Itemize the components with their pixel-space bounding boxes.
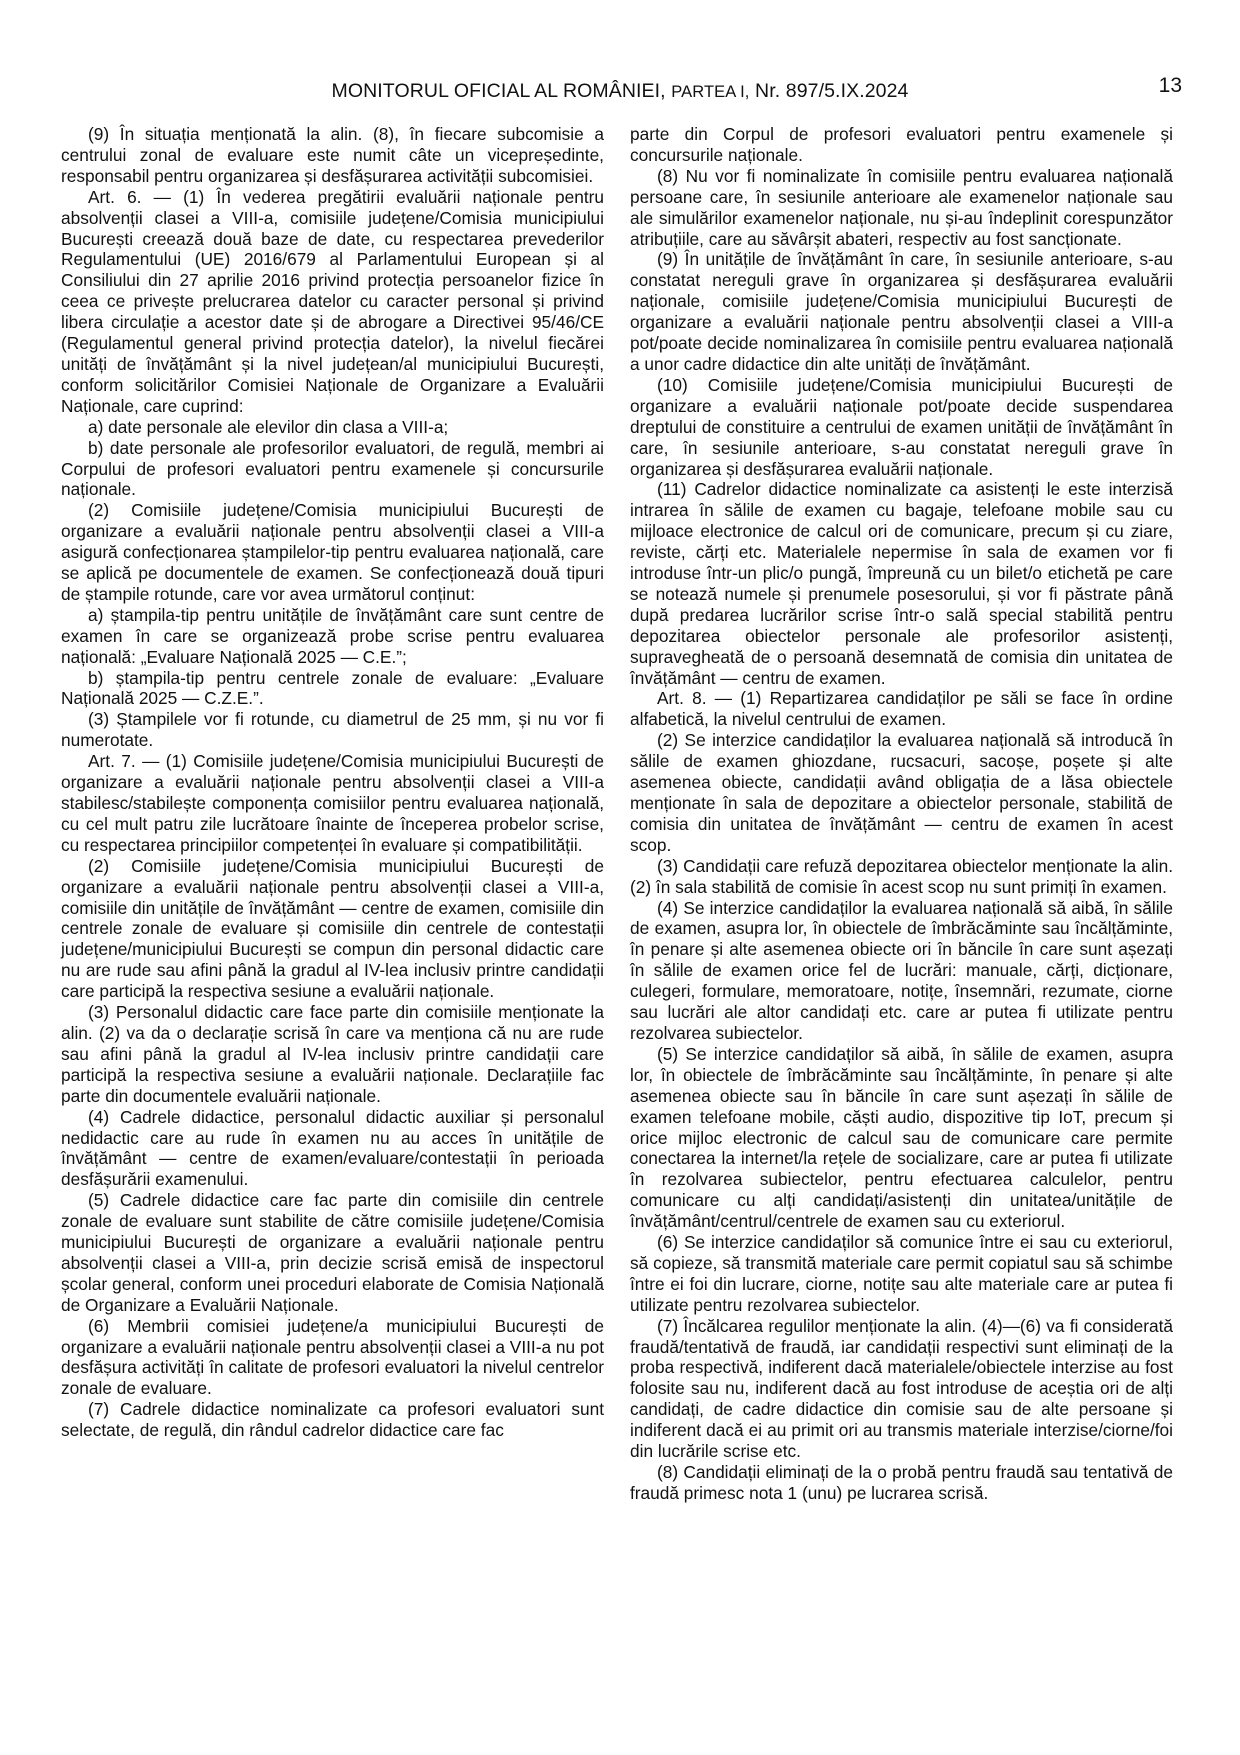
- paragraph: (3) Candidații care refuză depozitarea obiectelor menționate la alin. (2) în sala stabilită de comisie în acest scop nu sunt primiți în examen.: [630, 855, 1173, 897]
- paragraph: (4) Se interzice candidaților la evaluarea națională să aibă, în sălile de examen, asupra lor, în obiectele de îmbrăcăminte sau încălțăminte, în penare și alte asemenea obiecte ori în băncile în care sunt așezați în sălile de examen orice fel de lucrări: manuale, cărți, dicționare, culegeri, formulare, memoratoare, notițe, însemnări, rezumate, ciorne sau lucrări ale altor candidați etc. care ar putea fi utilizate pentru rezolvarea subiectelor.: [630, 897, 1173, 1043]
- paragraph: b) date personale ale profesorilor evaluatori, de regulă, membri ai Corpului de profesori evaluatori pentru examenele și concursurile naționale.: [61, 437, 604, 500]
- page-header: [0, 72, 1240, 112]
- paragraph: (3) Ștampilele vor fi rotunde, cu diametrul de 25 mm, și nu vor fi numerotate.: [61, 709, 604, 751]
- paragraph: (4) Cadrele didactice, personalul didactic auxiliar și personalul nedidactic care au rude în examen nu au acces în unitățile de învățământ — centre de examen/evaluare/contestații în perioada desfășurării examenului.: [61, 1106, 604, 1190]
- paragraph: (10) Comisiile județene/Comisia municipiului București de organizare a evaluării naționale pot/poate decide suspendarea dreptului de constituire a centrului de examen unității de învățământ în care, în sesiunile anterioare, s-au constatat nereguli grave în organizarea și desfășurarea evaluării naționale.: [630, 374, 1173, 479]
- issue-number: Nr. 897/5.IX.2024: [755, 80, 909, 102]
- paragraph: (9) În situația menționată la alin. (8), în fiecare subcomisie a centrului zonal de evaluare este numit câte un vicepreședinte, responsabil pentru organizarea și desfășurarea activității subcomisiei.: [61, 124, 604, 186]
- paragraph: (7) Cadrele didactice nominalizate ca profesori evaluatori sunt selectate, de regulă, din rândul cadrelor didactice care fac: [61, 1399, 604, 1441]
- paragraph: a) date personale ale elevilor din clasa a VIII-a;: [88, 416, 449, 437]
- left-column: [61, 124, 604, 1441]
- title-main: MONITORUL OFICIAL AL ROMÂNIEI,: [331, 80, 666, 102]
- title-part: PARTEA I,: [671, 83, 750, 101]
- paragraph: (5) Cadrele didactice care fac parte din comisiile din centrele zonale de evaluare sunt stabilite de către comisiile județene/Comisia municipiului București de organizare a evaluării naționale pentru absolvenții clasei a VIII-a, prin decizie scrisă emisă de inspectorul școlar general, conform unei proceduri elaborate de Comisia Națională de Organizare a Evaluării Naționale.: [61, 1190, 604, 1315]
- paragraph: Art. 8. — (1) Repartizarea candidaților pe săli se face în ordine alfabetică, la nivelul centrului de examen.: [630, 688, 1173, 730]
- paragraph: (2) Se interzice candidaților la evaluarea națională să introducă în sălile de examen ghiozdane, rucsacuri, sacoșe, poșete și alte asemenea obiecte, candidații având obligația de a lăsa obiectele menționate în sala de depozitare a obiectelor personale, stabilită de comisia din unitatea de învățământ — centru de examen în acest scop.: [630, 730, 1173, 855]
- paragraph: (6) Membrii comisiei județene/a municipiului București de organizare a evaluării naționale pentru absolvenții clasei a VIII-a nu pot desfășura activități în calitate de profesori evaluatori la nivelul centrelor zonale de evaluare.: [61, 1315, 604, 1399]
- right-column: [630, 124, 1173, 1504]
- paragraph: (9) În unitățile de învățământ în care, în sesiunile anterioare, s-au constatat nereguli grave în organizarea și desfășurarea evaluării naționale, comisiile județene/Comisia municipiului București de organizare a evaluării naționale pentru absolvenții clasei a VIII-a pot/poate decide nominalizarea în comisiile pentru evaluarea națională a unor cadre didactice din alte unități de învățământ.: [630, 249, 1173, 374]
- paragraph: a) ștampila-tip pentru unitățile de învățământ care sunt centre de examen în care se organizează probe scrise pentru evaluarea națională: „Evaluare Națională 2025 — C.E.”;: [61, 604, 604, 667]
- publication-title: [0, 80, 1240, 103]
- page-number: 13: [1158, 74, 1182, 97]
- paragraph: Art. 7. — (1) Comisiile județene/Comisia municipiului București de organizare a evaluării naționale pentru absolvenții clasei a VIII-a stabilesc/stabilește componența comisiilor pentru evaluarea națională, cu cel mult patru zile lucrătoare înainte de începerea probelor scrise, cu respectarea principiilor competenței în evaluare și compatibilității.: [61, 751, 604, 855]
- paragraph: (8) Candidații eliminați de la o probă pentru fraudă sau tentativă de fraudă primesc nota 1 (unu) pe lucrarea scrisă.: [630, 1462, 1173, 1503]
- paragraph: (5) Se interzice candidaților să aibă, în sălile de examen, asupra lor, în obiectele de îmbrăcăminte sau încălțăminte, în penare și alte asemenea obiecte sau în băncile în care sunt așezați în sălile de examen telefoane mobile, căști audio, dispozitive tip IoT, precum și orice mijloc electronic de calcul sau de comunicare care permite conectarea la internet/la rețele de socializare, care ar putea fi utilizate în rezolvarea subiectelor, pentru efectuarea calculelor, pentru comunicare cu alți candidați/asistenți din unitatea/unitățile de învățământ/centrul/centrele de examen sau cu exteriorul.: [630, 1043, 1173, 1232]
- paragraph: (3) Personalul didactic care face parte din comisiile menționate la alin. (2) va da o declarație scrisă în care va menționa că nu are rude sau afini până la gradul al IV-lea inclusiv printre candidații care participă la respectiva sesiune a evaluării naționale. Declarațiile fac parte din documentele evaluării naționale.: [61, 1002, 604, 1106]
- paragraph: (8) Nu vor fi nominalizate în comisiile pentru evaluarea națională persoane care, în sesiunile anterioare ale examenelor naționale sau ale simulărilor examenelor naționale, nu și-au îndeplinit corespunzător atribuțiile, care au săvârșit abateri, respectiv au fost sancționate.: [630, 165, 1173, 249]
- paragraph: b) ștampila-tip pentru centrele zonale de evaluare: „Evaluare Națională 2025 — C.Z.E.”.: [61, 667, 604, 709]
- paragraph: (6) Se interzice candidaților să comunice între ei sau cu exteriorul, să copieze, să transmită materiale care permit copiatul sau să schimbe între ei foi din lucrare, ciorne, notițe sau alte materiale care ar putea fi utilizate pentru rezolvarea subiectelor.: [630, 1232, 1173, 1315]
- paragraph: (7) Încălcarea regulilor menționate la alin. (4)—(6) va fi considerată fraudă/tentativă de fraudă, iar candidații respectivi sunt eliminați de la proba respectivă, indiferent dacă materialele/obiectele interzise au fost folosite sau nu, indiferent dacă au fost introduse de aceștia ori de alți candidați, de cadre didactice din comisie sau de alte persoane și indiferent dacă ei au primit ori au transmis materiale interzise/ciorne/foi din lucrările scrise etc.: [630, 1315, 1173, 1462]
- paragraph: (2) Comisiile județene/Comisia municipiului București de organizare a evaluării naționale pentru absolvenții clasei a VIII-a, comisiile din unitățile de învățământ — centre de examen, comisiile din centrele zonale de evaluare și comisiile din centrele de contestații județene/municipiului București se compun din personal didactic care nu are rude sau afini până la gradul al IV-lea inclusiv printre candidații care participă la respectiva sesiune a evaluării naționale.: [61, 855, 604, 1002]
- paragraph: (2) Comisiile județene/Comisia municipiului București de organizare a evaluării naționale pentru absolvenții clasei a VIII-a asigură confecționarea ștampilelor-tip pentru evaluarea națională, care se aplică pe documentele de examen. Se confecționează două tipuri de ștampile rotunde, care vor avea următorul conținut:: [61, 500, 604, 604]
- paragraph: Art. 6. — (1) În vederea pregătirii evaluării naționale pentru absolvenții clasei a VIII-a, comisiile județene/Comisia municipiului București creează două baze de date, cu respectarea prevederilor Regulamentului (UE) 2016/679 al Parlamentului European și al Consiliului din 27 aprilie 2016 privind protecția persoanelor fizice în ceea ce privește prelucrarea datelor cu caracter personal și privind libera circulație a acestor date și de abrogare a Directivei 95/46/CE (Regulamentul general privind protecția datelor), la nivelul fiecărei unități de învățământ și la nivel județean/al municipiului București, conform solicitărilor Comisiei Naționale de Organizare a Evaluării Naționale, care cuprind:: [61, 186, 604, 416]
- paragraph: (11) Cadrelor didactice nominalizate ca asistenți le este interzisă intrarea în sălile de examen cu bagaje, telefoane mobile sau cu mijloace electronice de calcul ori de comunicare, precum și cu ziare, reviste, cărți etc. Materialele nepermise în sala de examen vor fi introduse într-un plic/o pungă, împreună cu un bilet/o etichetă pe care se notează numele și prenumele posesorului, și vor fi păstrate până după predarea lucrărilor scrise într-o sală special stabilită pentru depozitarea obiectelor personale ale profesorilor asistenți, supravegheată de o persoană desemnată de comisia din unitatea de învățământ — centru de examen.: [630, 479, 1173, 688]
- paragraph: parte din Corpul de profesori evaluatori pentru examenele și concursurile naționale.: [630, 124, 1173, 165]
